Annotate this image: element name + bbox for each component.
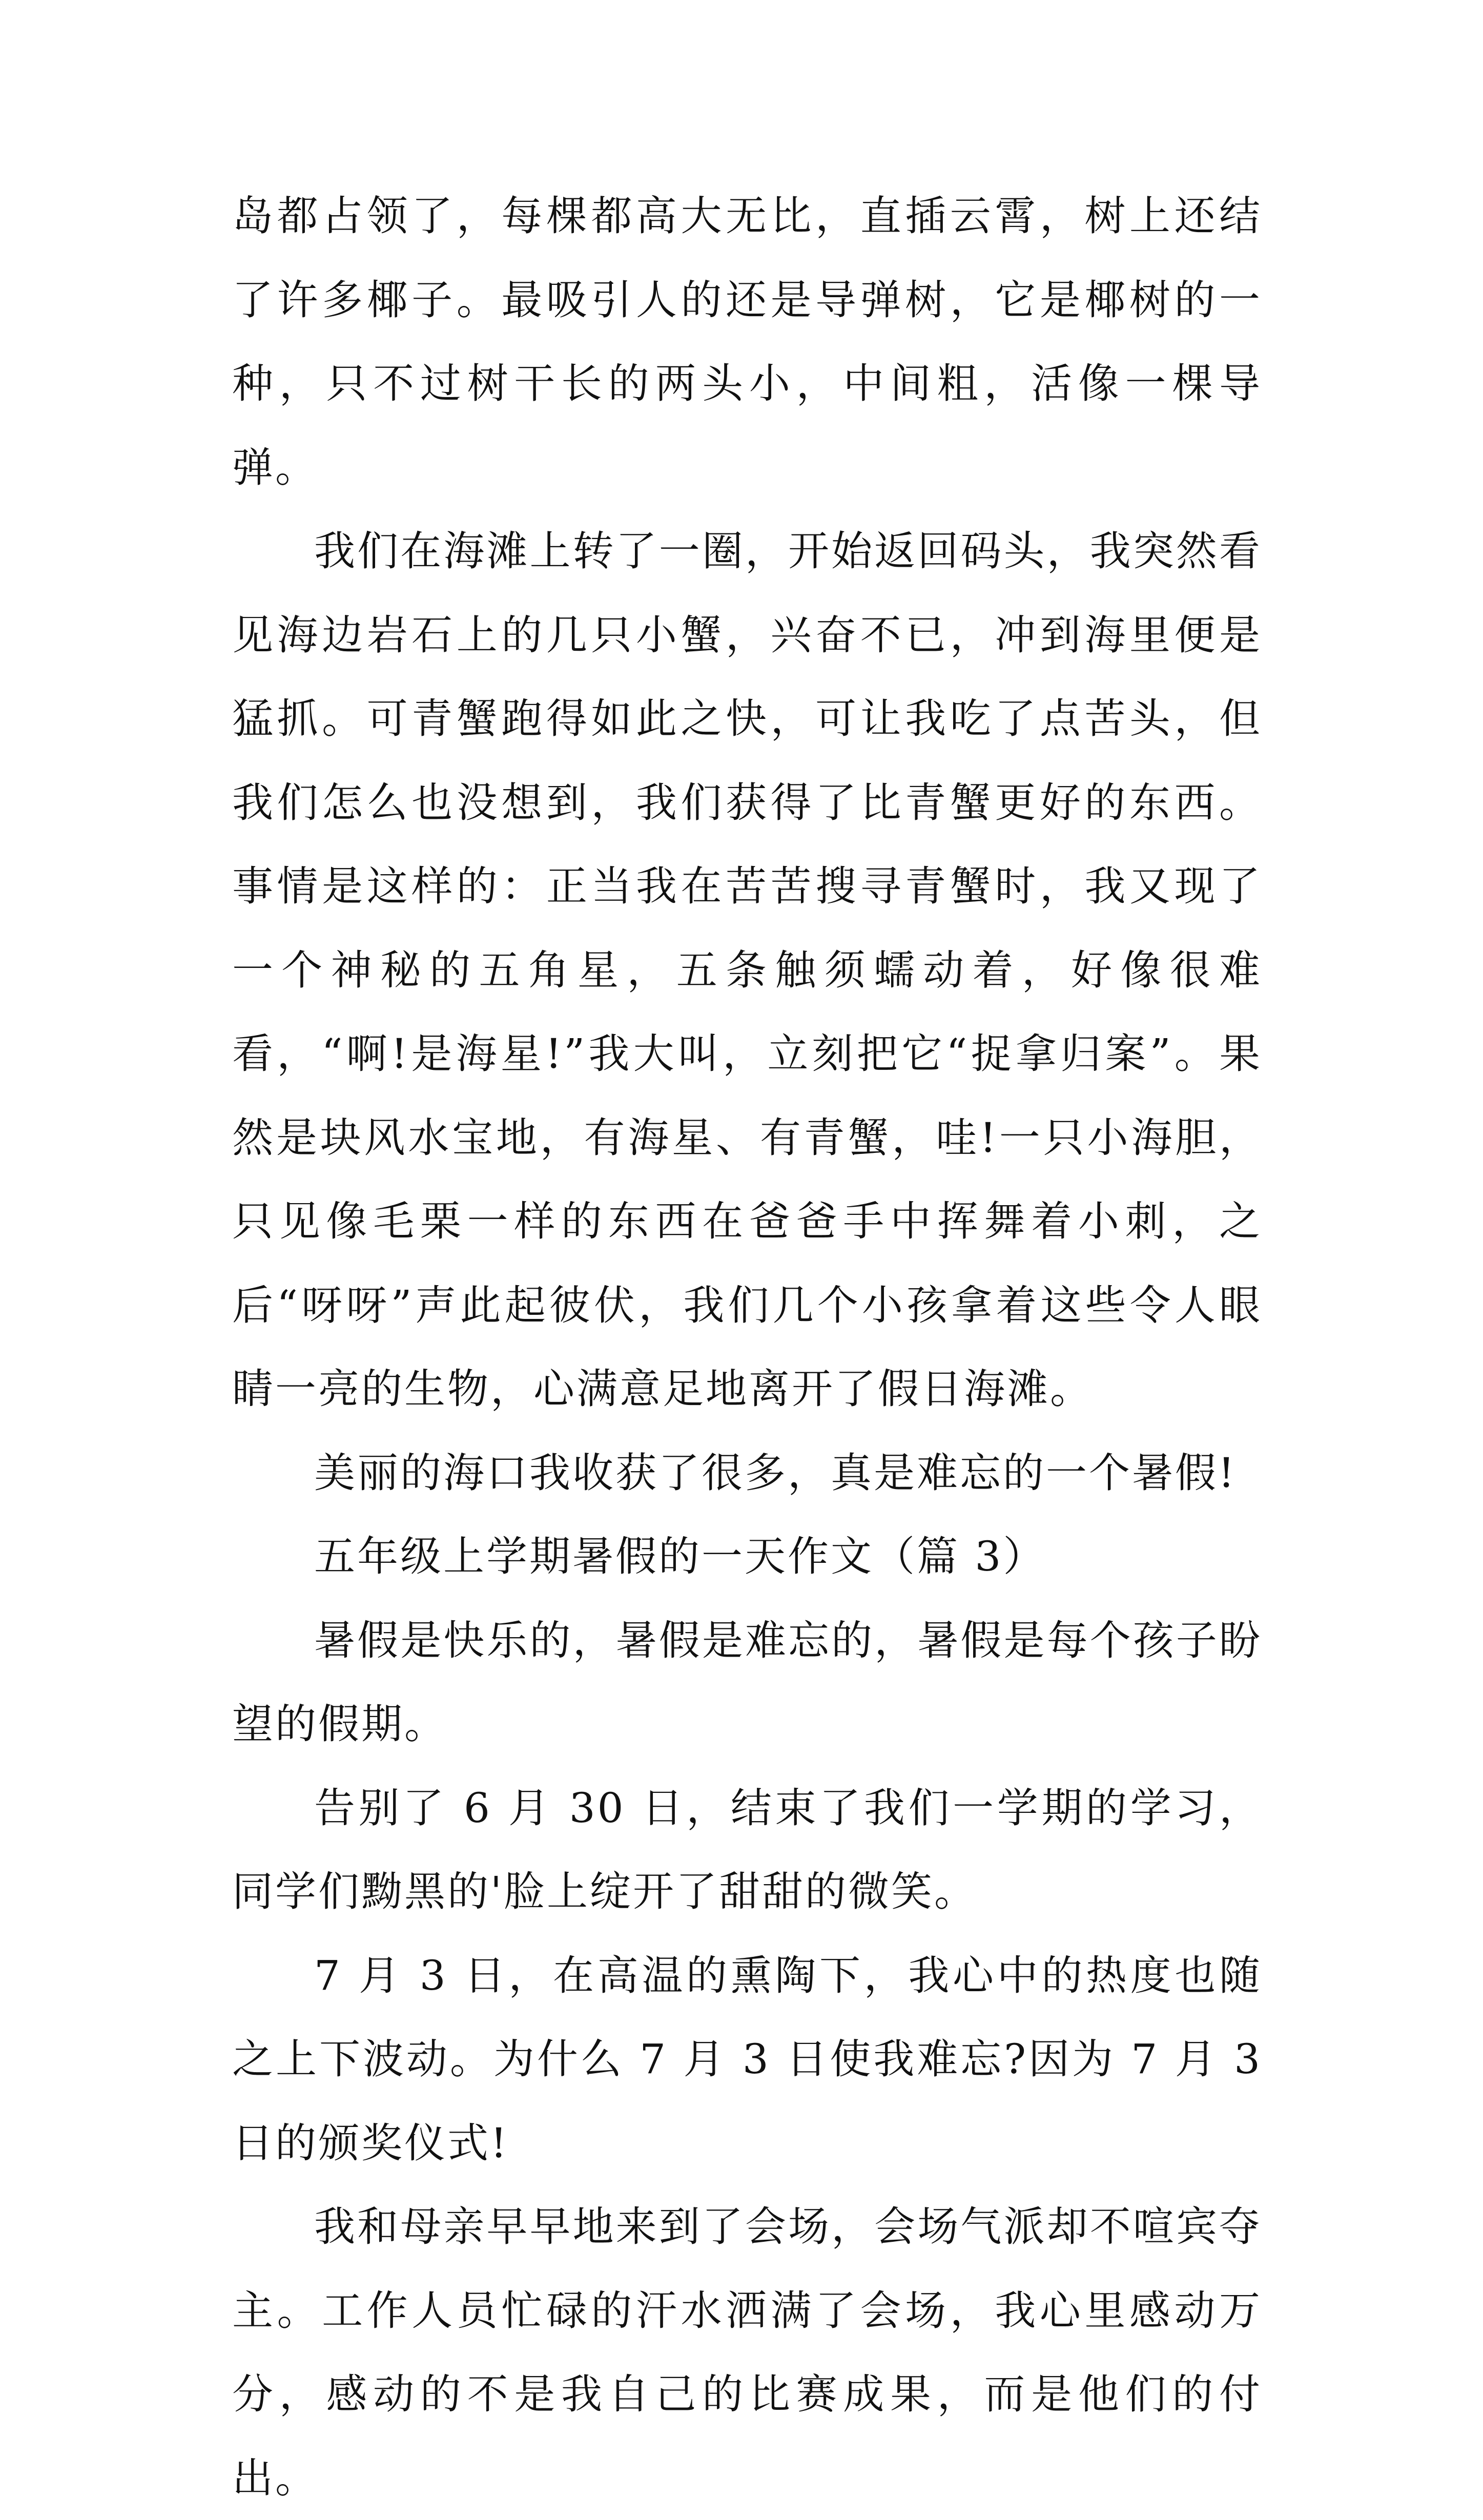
paragraph-farewell: 告别了 6 月 30 日，结束了我们一学期的学习，同学们黝黑的'脸上绽开了甜甜的微笑。 <box>232 1784 1262 1915</box>
paragraph-venue: 我和母亲早早地来到了会场，会场气派却不喧宾夺主。工作人员忙碌的汗水洒满了会场，我心里感动万分，感动的不是我自己的比赛成果，而是他们的付出。 <box>232 2203 1262 2502</box>
paragraph-july-third: 7 月 3 日，在高温的熏陶下，我心中的热度也随之上下波动。为什么 7 月 3 日使我难忘?因为 7 月 3 日的颁奖仪式! <box>232 1951 1262 2167</box>
paragraph-seashore: 我们在海滩上转了一圈，开始返回码头，我突然看见海边岩石上的几只小蟹，兴奋不已，冲到海里便是猛抓。可青蟹跑得如此之快，可让我吃了点苦头，但我们怎么也没想到，我们获得了比青蟹更好的东西。事情是这样的：正当我在苦苦搜寻青蟹时，我又现了一个神秘的五角星，五条触须蠕动着，好像很难看，“啊!是海星!”我大叫，立刻把它“捉拿归案”。果然是块风水宝地，有海星、有青蟹，哇!一只小海胆，只见像毛栗一样的东西在爸爸手中挥舞着小刺，之后“呀呀”声此起彼伏，我们几个小孩拿着这些令人眼睛一亮的生物，心满意足地离开了假日海滩。 <box>232 527 1262 1413</box>
paragraph-summer: 暑假是快乐的，暑假是难忘的，暑假是每个孩子盼望的假期。 <box>232 1616 1262 1748</box>
essay-heading: 五年级上学期暑假的一天作文（篇 3） <box>314 1533 1046 1580</box>
paragraph-continuation: 岛都占领了，每棵都高大无比，直插云霄，树上还结了许多椰子。最吸引人的还是导弹树，它是椰树的一种，只不过树干长的两头小，中间粗，活像一棵导弹。 <box>232 192 1262 491</box>
document-body <box>232 174 1262 2520</box>
paragraph-haikou: 美丽的海口我收获了很多，真是难忘的一个暑假! <box>314 1449 1237 1497</box>
